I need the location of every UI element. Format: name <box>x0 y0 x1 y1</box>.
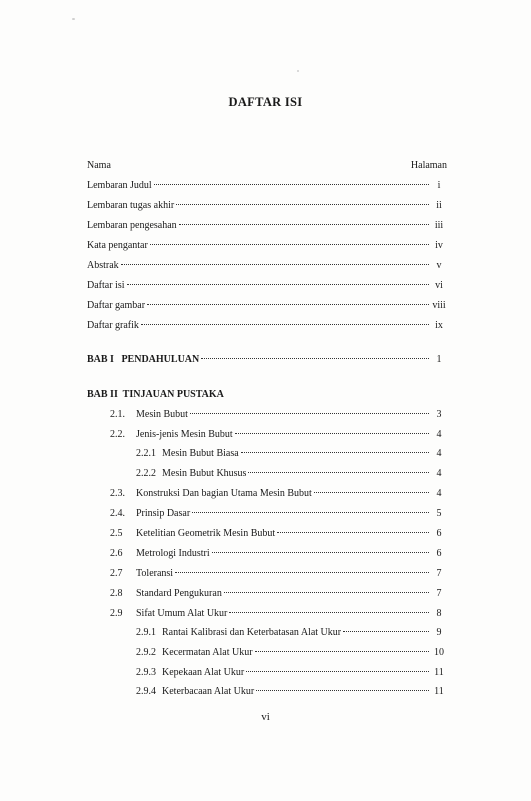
dot-leader <box>343 631 429 632</box>
toc-entry-label: Daftar grafik <box>87 320 139 331</box>
section-page: 7 <box>436 588 442 599</box>
toc-entry <box>87 198 447 214</box>
section-number: 2.1. <box>110 409 125 420</box>
chapter-label: BAB I PENDAHULUAN <box>87 354 200 365</box>
dot-leader <box>141 324 429 325</box>
scan-speck <box>72 18 75 20</box>
dot-leader <box>154 184 429 185</box>
toc-subentry <box>136 625 447 641</box>
section-label: Standard Pengukuran <box>136 588 222 599</box>
toc-subentry <box>110 606 447 622</box>
section-page: 6 <box>436 548 442 559</box>
dot-leader <box>241 452 429 453</box>
toc-entry-label: Daftar gambar <box>87 300 146 311</box>
toc-entry-page: ii <box>436 200 442 211</box>
toc-subentry <box>136 466 447 482</box>
section-number: 2.2.2 <box>136 468 156 479</box>
toc-subentry <box>110 486 447 502</box>
toc-entry-page: vi <box>435 280 443 291</box>
toc-entry <box>87 178 447 194</box>
toc-entry-label: Daftar isi <box>87 280 125 291</box>
section-label: Jenis-jenis Mesin Bubut <box>136 429 233 440</box>
dot-leader <box>127 284 430 285</box>
section-label: Ketelitian Geometrik Mesin Bubut <box>136 528 276 539</box>
chapter-page: 1 <box>436 354 442 365</box>
section-number: 2.6 <box>110 548 123 559</box>
section-page: 6 <box>436 528 442 539</box>
toc-chapter-1 <box>87 352 447 368</box>
dot-leader <box>190 413 429 414</box>
toc-entry <box>87 278 447 294</box>
section-label: Mesin Bubut Biasa <box>162 448 239 459</box>
toc-entry-label: Lembaran pengesahan <box>87 220 177 231</box>
section-number: 2.9.3 <box>136 667 156 678</box>
toc-entry-page: v <box>436 260 442 271</box>
toc-chapter-2: BAB II TINJAUAN PUSTAKA <box>87 389 224 400</box>
toc-subentry <box>110 427 447 443</box>
toc-subentry <box>136 684 447 700</box>
section-number: 2.4. <box>110 508 125 519</box>
toc-entry-label: Lembaran tugas akhir <box>87 200 175 211</box>
toc-subentry <box>110 566 447 582</box>
toc-subentry <box>110 586 447 602</box>
dot-leader <box>255 651 429 652</box>
section-label: Kecermatan Alat Ukur <box>162 647 253 658</box>
section-number: 2.8 <box>110 588 123 599</box>
toc-entry <box>87 218 447 234</box>
column-header-halaman: Halaman <box>410 160 447 171</box>
toc-entry <box>87 238 447 254</box>
dot-leader <box>212 552 429 553</box>
dot-leader <box>229 612 429 613</box>
section-page: 11 <box>434 667 444 678</box>
dot-leader <box>256 690 429 691</box>
toc-entry-label: Kata pengantar <box>87 240 148 251</box>
section-page: 4 <box>436 429 442 440</box>
section-number: 2.3. <box>110 488 125 499</box>
toc-entry-page: ix <box>435 320 443 331</box>
dot-leader <box>121 264 429 265</box>
toc-subentry <box>136 446 447 462</box>
dot-leader <box>201 358 429 359</box>
dot-leader <box>192 512 429 513</box>
section-number: 2.9 <box>110 608 123 619</box>
section-label: Rantai Kalibrasi dan Keterbatasan Alat Ukur <box>162 627 342 638</box>
section-page: 11 <box>434 686 444 697</box>
toc-entry <box>87 258 447 274</box>
section-number: 2.9.2 <box>136 647 156 658</box>
section-page: 10 <box>434 647 444 658</box>
dot-leader <box>224 592 429 593</box>
page-title: DAFTAR ISI <box>228 95 303 109</box>
section-label: Konstruksi Dan bagian Utama Mesin Bubut <box>136 488 312 499</box>
toc-subentry <box>110 506 447 522</box>
section-label: Metrologi Industri <box>136 548 210 559</box>
dot-leader <box>175 572 429 573</box>
section-page: 9 <box>436 627 442 638</box>
column-header-nama: Nama <box>87 160 111 171</box>
toc-entry-page: iii <box>434 220 444 231</box>
section-number: 2.9.4 <box>136 686 156 697</box>
toc-entry-page: viii <box>432 300 446 311</box>
dot-leader <box>150 244 429 245</box>
section-label: Sifat Umum Alat Ukur <box>136 608 228 619</box>
toc-subentry <box>110 407 447 423</box>
section-page: 3 <box>436 409 442 420</box>
section-number: 2.7 <box>110 568 123 579</box>
toc-subentry <box>110 526 447 542</box>
section-number: 2.2. <box>110 429 125 440</box>
section-label: Mesin Bubut <box>136 409 188 420</box>
dot-leader <box>179 224 429 225</box>
section-number: 2.9.1 <box>136 627 156 638</box>
section-page: 4 <box>436 468 442 479</box>
page-number: vi <box>261 711 270 723</box>
section-number: 2.5 <box>110 528 123 539</box>
section-number: 2.2.1 <box>136 448 156 459</box>
scan-speck <box>297 70 299 72</box>
toc-entry <box>87 318 447 334</box>
section-page: 7 <box>436 568 442 579</box>
section-page: 5 <box>436 508 442 519</box>
dot-leader <box>277 532 429 533</box>
section-page: 8 <box>436 608 442 619</box>
toc-entry-page: i <box>437 180 441 191</box>
section-label: Prinsip Dasar <box>136 508 191 519</box>
dot-leader <box>235 433 429 434</box>
section-label: Mesin Bubut Khusus <box>162 468 247 479</box>
section-label: Kepekaan Alat Ukur <box>162 667 245 678</box>
toc-subentry <box>110 546 447 562</box>
section-page: 4 <box>436 488 442 499</box>
dot-leader <box>246 671 429 672</box>
dot-leader <box>314 492 429 493</box>
dot-leader <box>147 304 429 305</box>
section-page: 4 <box>436 448 442 459</box>
toc-entry-label: Abstrak <box>87 260 119 271</box>
section-label: Toleransi <box>136 568 174 579</box>
dot-leader <box>176 204 429 205</box>
toc-entry-page: iv <box>435 240 443 251</box>
toc-entry <box>87 298 447 314</box>
section-label: Keterbacaan Alat Ukur <box>162 686 255 697</box>
toc-subentry <box>136 665 447 681</box>
toc-subentry <box>136 645 447 661</box>
toc-entry-label: Lembaran Judul <box>87 180 152 191</box>
dot-leader <box>248 472 429 473</box>
